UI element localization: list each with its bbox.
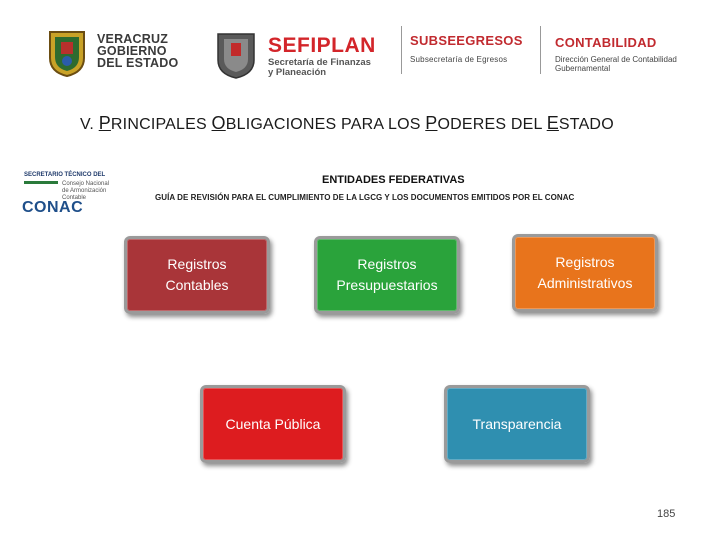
section-heading bbox=[80, 113, 614, 134]
sefiplan-sub-line-2: y Planeación bbox=[268, 67, 327, 78]
header-divider bbox=[540, 26, 541, 74]
heading-cap: E bbox=[546, 113, 559, 133]
registros-presupuestarios-box bbox=[314, 236, 460, 314]
entidades-subtitle: GUÍA DE REVISIÓN PARA EL CUMPLIMIENTO DE LA LGCG Y LOS DOCUMENTOS EMITIDOS POR EL CONAC bbox=[155, 193, 575, 202]
heading-part: BLIGACIONES PARA LOS bbox=[225, 116, 426, 133]
heading-part: ODERES DEL bbox=[437, 116, 547, 133]
sefiplan-sub-line-1: Secretaría de Finanzas bbox=[268, 57, 371, 68]
contabilidad-title: CONTABILIDAD bbox=[555, 35, 657, 50]
contabilidad-subtitle: Dirección General de Contabilidad Gubernamental bbox=[555, 55, 677, 73]
transparencia-box bbox=[444, 385, 590, 463]
box-line: Presupuestarios bbox=[336, 277, 438, 293]
veracruz-line-1: VERACRUZ bbox=[97, 32, 169, 46]
conac-logo-bar bbox=[24, 181, 58, 184]
box-line: Cuenta Pública bbox=[225, 415, 321, 432]
registros-administrativos-box bbox=[512, 234, 658, 312]
conac-secretario-label: SECRETARIO TÉCNICO DEL bbox=[24, 172, 106, 178]
box-line: Registros bbox=[167, 256, 227, 272]
header-divider bbox=[401, 26, 402, 74]
entidades-title: ENTIDADES FEDERATIVAS bbox=[322, 174, 465, 186]
heading-part: RINCIPALES bbox=[110, 116, 212, 133]
box-line: Contables bbox=[165, 277, 229, 293]
conac-logo-word: CONAC bbox=[22, 199, 84, 216]
registros-contables-box bbox=[124, 236, 270, 314]
subsecretaria-subtitle: Subsecretaría de Egresos bbox=[410, 55, 508, 64]
conac-small-text: Consejo Nacional de Armonización Contable bbox=[62, 181, 110, 201]
heading-part: STADO bbox=[558, 116, 614, 133]
heading-cap: O bbox=[211, 113, 226, 133]
sefiplan-emblem-logo bbox=[212, 28, 260, 80]
box-line: Transparencia bbox=[472, 415, 562, 432]
veracruz-crest-logo bbox=[44, 28, 90, 78]
box-line: Registros bbox=[555, 254, 615, 270]
page-number: 185 bbox=[657, 508, 676, 520]
box-line: Registros bbox=[357, 256, 417, 272]
subsecretaria-title: SUBSEEGRESOS bbox=[410, 33, 523, 48]
sefiplan-subtitle bbox=[268, 58, 371, 78]
heading-cap: P bbox=[98, 113, 111, 133]
heading-cap: P bbox=[425, 113, 438, 133]
sefiplan-title: SEFIPLAN bbox=[268, 34, 376, 57]
veracruz-logo-text bbox=[97, 33, 178, 69]
box-line: Administrativos bbox=[537, 275, 633, 291]
veracruz-line-3: DEL ESTADO bbox=[97, 56, 179, 70]
heading-part: V. bbox=[80, 116, 99, 133]
veracruz-line-2: GOBIERNO bbox=[97, 44, 167, 58]
cuenta-publica-box bbox=[200, 385, 346, 463]
